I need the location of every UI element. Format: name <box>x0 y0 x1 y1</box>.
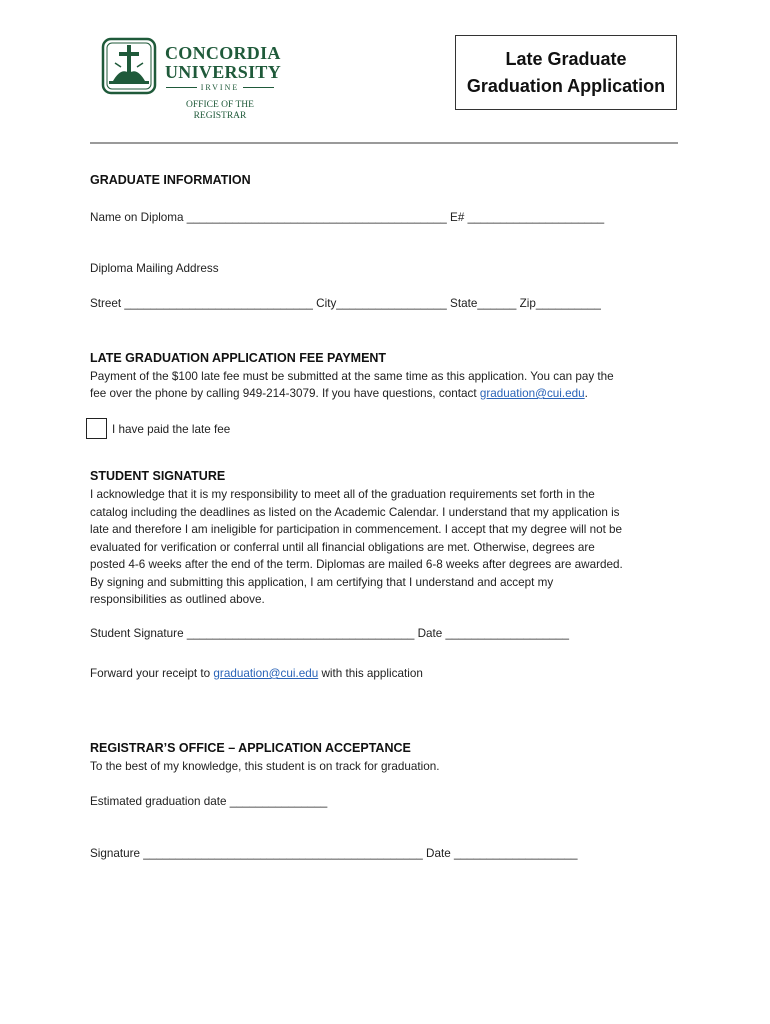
ack-line: posted 4-6 weeks after the end of the term. Diplomas are mailed 6-8 weeks after degrees are awarded. <box>90 558 623 571</box>
address-fields[interactable]: Street _____________________________ City_________________ State______ Zip__________ <box>90 297 601 310</box>
fee-text-suffix: . <box>584 387 588 400</box>
paid-late-fee-checkbox[interactable] <box>86 418 107 439</box>
university-campus: IRVINE <box>200 82 240 92</box>
registrar-statement: To the best of my knowledge, this student is on track for graduation. <box>90 760 440 773</box>
university-seal-logo <box>101 37 157 95</box>
form-title-box <box>455 35 677 110</box>
university-name-line1: CONCORDIA <box>165 43 281 63</box>
fee-text-line1: Payment of the $100 late fee must be submitted at the same time as this application. You can pay the <box>90 370 614 383</box>
registrar-heading: REGISTRAR’S OFFICE – APPLICATION ACCEPTANCE <box>90 741 411 755</box>
ack-line: catalog including the deadlines as listed on the Academic Calendar. I understand that my application is <box>90 505 620 519</box>
forward-suffix: with this application <box>318 667 423 680</box>
fee-heading: LATE GRADUATION APPLICATION FEE PAYMENT <box>90 351 387 365</box>
ack-line: By signing and submitting this application, I am certifying that I understand and accept my <box>90 575 554 589</box>
forward-prefix: Forward your receipt to <box>90 667 214 680</box>
form-title-line2: Graduation Application <box>466 75 666 96</box>
header-divider <box>90 142 678 144</box>
university-subline <box>166 81 274 93</box>
forward-email-link[interactable]: graduation@cui.edu <box>213 667 319 680</box>
form-title-line1: Late Graduate <box>505 48 627 69</box>
university-name <box>165 44 281 82</box>
university-name-line2: UNIVERSITY <box>165 62 282 82</box>
ack-line: responsibilities as outlined above. <box>90 593 265 606</box>
fee-text-line2 <box>90 385 588 403</box>
office-line1: OFFICE OF THE <box>186 100 254 110</box>
registrar-signature-field[interactable]: Signature ___________________________________________ Date ___________________ <box>90 847 578 860</box>
mailing-address-label: Diploma Mailing Address <box>90 262 219 275</box>
subline-rule-right <box>243 87 274 88</box>
diploma-name-field[interactable]: Name on Diploma ________________________________________ E# _____________________ <box>90 211 605 224</box>
graduate-info-heading: GRADUATE INFORMATION <box>90 173 251 187</box>
ack-line: late and therefore I am ineligible for participation in commencement. I accept that my degree will not be <box>90 523 623 536</box>
graduation-email-link[interactable]: graduation@cui.edu <box>479 387 585 400</box>
office-line2: REGISTRAR <box>193 111 247 121</box>
acknowledgement-paragraph <box>90 486 690 609</box>
ack-line: evaluated for verification or conferral until all financial obligations are met. Otherwise, degrees are <box>90 540 595 554</box>
paid-late-fee-label: I have paid the late fee <box>112 423 231 436</box>
fee-text-prefix: fee over the phone by calling 949-214-3079. If you have questions, contact <box>90 387 480 400</box>
forward-receipt-line <box>90 665 423 683</box>
subline-rule-left <box>166 87 197 88</box>
student-signature-field[interactable]: Student Signature ___________________________________ Date ___________________ <box>90 627 569 640</box>
estimated-graduation-date-field[interactable]: Estimated graduation date _______________ <box>90 795 328 808</box>
ack-line: I acknowledge that it is my responsibility to meet all of the graduation requirements set forth in the <box>90 488 595 501</box>
student-signature-heading: STUDENT SIGNATURE <box>90 469 226 483</box>
office-of-registrar-label <box>172 100 268 122</box>
